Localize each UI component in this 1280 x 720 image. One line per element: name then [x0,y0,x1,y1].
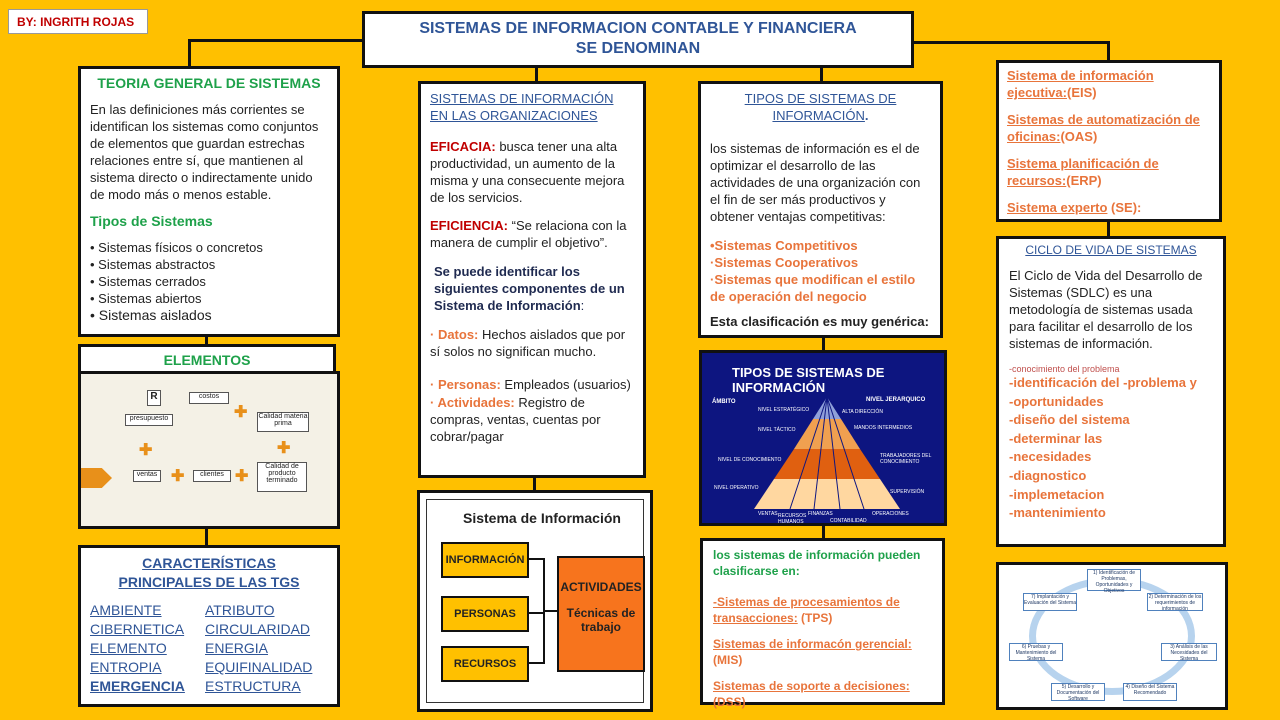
si-diagram [417,490,653,712]
ciclo-item: -determinar las [1009,430,1103,446]
tipos-heading: TIPOS DE SISTEMAS DE INFORMACIÓN. [744,91,897,123]
pyramid-tier [794,419,860,449]
tgs-types-heading: Tipos de Sistemas [90,213,213,229]
input-recursos: RECURSOS [441,646,529,682]
ciclo-heading: CICLO DE VIDA DE SISTEMAS [1025,243,1197,257]
sdlc-step: 3) Análisis de las Necesidades del Sistema [1161,643,1217,661]
activities-sub: Técnicas de trabajo [566,606,636,634]
personas-text: · Personas: Empleados (usuarios) [430,377,631,392]
ciclo-item: -identificación del -problema y [1009,375,1197,390]
clasificar-item: Sistemas de informacón gerencial:(MIS) [713,637,912,667]
ejecutivos-box [996,60,1222,222]
ciclo-small: -conocimiento del problema [1009,364,1120,374]
caracteristica-link[interactable]: ENTROPIA [90,659,162,675]
plus-icon: ✚ [171,468,185,485]
activities-title: ACTIVIDADES [560,580,642,594]
level-right: MANDOS INTERMEDIOS [854,425,913,431]
sdlc-step: 2) Determinación de los requerimientos de información [1148,594,1202,612]
bottom-label: VENTAS [758,511,778,517]
ciclo-body: El Ciclo de Vida del Desarrollo de Sistemas (SDLC) es una metodología de sistemas usada para facilitar el desarrollo de los sistemas de información. [1009,268,1203,351]
caracteristica-link[interactable]: CIBERNETICA [90,621,185,637]
tgs-type-item: • Sistemas físicos o concretos [90,240,263,255]
plus-icon: ✚ [234,404,248,421]
connector [188,39,363,42]
caracteristicas-heading2: PRINCIPALES DE LAS TGS [118,574,300,590]
pyramid-image [699,350,947,526]
caracteristica-link[interactable]: ENERGIA [205,640,269,656]
caracteristica-link[interactable]: CIRCULARIDAD [205,621,311,637]
clasificar-heading: los sistemas de información pueden clasificarse en: [713,548,921,578]
arrow-icon [529,558,543,560]
ejecutivo-item: Sistema de información ejecutiva:(EIS) [1007,68,1154,100]
elementos-header [78,344,336,374]
sdlc-step: 7) Implantación y Evaluación del Sistema [1023,593,1077,611]
connector [1107,220,1110,237]
sdlc-diagram [996,562,1228,710]
plus-icon: ✚ [277,440,291,457]
author-label: BY: INGRITH ROJAS [8,9,148,34]
ciclo-item: -implemetacion [1009,486,1105,502]
plus-icon: ✚ [235,468,249,485]
bottom-label: RECURSOS HUMANOS [778,513,807,525]
plus-icon: ✚ [139,442,153,459]
caracteristica-link[interactable]: EQUIFINALIDAD [205,659,313,675]
green-arrow [78,468,112,488]
tgs-type-item: • Sistemas cerrados [90,274,206,289]
caracteristica-link[interactable]: AMBIENTE [90,602,162,618]
node-r: R [147,390,161,406]
ciclo-item: -diagnostico [1009,467,1087,483]
eficiencia-text: EFICIENCIA: “Se relaciona con la manera de cumplir el objetivo”. [430,218,627,250]
tgs-box [78,66,340,337]
activities-box [557,556,645,672]
node-clientes: clientes [193,470,231,482]
level-right: ALTA DIRECCIÓN [842,409,883,415]
ciclo-item: -necesidades [1009,449,1092,465]
connector [1107,41,1110,62]
actividades-text: · Actividades: Registro de compras, ventas, cuentas por cobrar/pagar [430,395,601,444]
arrow-icon [529,612,543,614]
ejecutivo-item: Sistema planificación de recursos:(ERP) [1007,156,1159,188]
clasificar-item: -Sistemas de procesamientos de transacciones: (TPS) [713,595,900,625]
tgs-heading: TEORIA GENERAL DE SISTEMAS [97,75,321,91]
ciclo-item: -mantenimiento [1009,505,1106,521]
tipos-item: ·Sistemas que modifican el estilo de operación del negocio [710,272,916,304]
elementos-diagram [78,371,340,529]
level-right: SUPERVISIÓN [890,489,925,495]
tipos-body: los sistemas de información es el de optimizar el desarrollo de las actividades de una organización con el fin de ser más productivos y obtener ventajas competitivas: [710,141,921,224]
tipos-item: •Sistemas Competitivos [710,238,858,253]
bottom-label: OPERACIONES [872,511,909,517]
caracteristica-link[interactable]: ESTRUCTURA [205,678,301,694]
title-line2: SE DENOMINAN [575,40,701,57]
caracteristica-link[interactable]: EMERGENCIA [90,678,185,694]
level-left: NIVEL OPERATIVO [714,485,759,491]
tgs-type-item: • Sistemas aislados [90,307,212,323]
ejecutivo-item: Sistemas de automatización de oficinas:(OAS) [1007,112,1200,144]
node-costos: costos [189,392,229,404]
pyramid-tier [774,449,880,479]
input-personas: PERSONAS [441,596,529,632]
tgs-type-item: • Sistemas abiertos [90,291,202,306]
organizaciones-heading: SISTEMAS DE INFORMACIÓN EN LAS ORGANIZACIONES [430,91,614,123]
datos-text: · Datos: Hechos aislados que por sí solos no significan mucho. [430,327,626,359]
components-text: Se puede identificar los siguientes componentes de un Sistema de Información: [434,264,625,313]
pyramid-ambito: ÁMBITO [712,399,736,405]
clasificar-box [700,538,945,709]
level-right: TRABAJADORES DEL CONOCIMIENTO [880,453,932,465]
pyramid-svg [702,353,944,523]
sdlc-step: 4) Diseño del Sistema Recomendado [1123,683,1177,701]
tipos-box [698,81,943,338]
input-informacion: INFORMACIÓN [441,542,529,578]
node-calidad-materia: Calidad materia prima [257,412,309,432]
caracteristicas-box [78,545,340,707]
caracteristica-link[interactable]: ATRIBUTO [205,602,275,618]
eficacia-text: EFICACIA: busca tener una alta productividad, un aumento de la misma y una consecuente mejora de los servicios. [430,139,625,205]
ejecutivo-item: Sistema experto (SE): [1007,200,1142,215]
si-diagram-title: Sistema de Información [463,510,621,526]
tipos-item: ·Sistemas Cooperativos [710,255,859,270]
node-calidad-producto: Calidad de producto terminado [257,462,307,492]
connector [205,526,208,546]
sdlc-step: 1) Identificación de Problemas, Oportunidades y Objetivos [1087,569,1141,591]
clasificar-item: Sistemas de soporte a decisiones:(DSS) [713,679,910,709]
tgs-body: En las definiciones más corrientes se identifican los sistemas como conjuntos de elementos que guardan estrechas relaciones entre sí, que mantienen al sistema directo o indirectamente unido de modo más o menos estable. [90,102,319,202]
pyramid-tier [754,479,900,509]
tgs-type-item: • Sistemas abstractos [90,257,216,272]
bottom-label: CONTABILIDAD [830,518,867,524]
arrow-icon [529,662,543,664]
node-ventas: ventas [133,470,161,482]
sdlc-step: 6) Pruebas y Mantenimiento del Sistema [1009,643,1063,661]
level-left: NIVEL TÁCTICO [758,427,796,433]
sdlc-step: 5) Desarrollo y Documentación del Software [1051,683,1105,701]
ciclo-item: -oportunidades [1009,393,1104,409]
arrow-icon [543,610,557,612]
level-left: NIVEL ESTRATÉGICO [758,407,810,413]
ciclo-box [996,236,1226,547]
caracteristicas-heading1: CARACTERÍSTICAS [142,555,276,571]
node-presupuesto: presupuesto [125,414,173,426]
level-left: NIVEL DE CONOCIMIENTO [718,457,782,463]
elementos-heading: ELEMENTOS [163,352,251,368]
main-title [362,11,914,68]
tipos-note: Esta clasificación es muy genérica: [710,314,929,329]
bottom-label: FINANZAS [808,511,833,517]
connector [912,41,1110,44]
organizaciones-box [418,81,646,478]
title-line1: SISTEMAS DE INFORMACION CONTABLE Y FINANCIERA [419,20,857,37]
connector [188,39,191,68]
ciclo-item: -diseño del sistema [1009,412,1130,428]
pyramid-jerarquico: NIVEL JERARQUICO [866,397,926,403]
caracteristica-link[interactable]: ELEMENTO [90,640,167,656]
pyramid-title: TIPOS DE SISTEMAS DE INFORMACIÓN [732,365,885,395]
